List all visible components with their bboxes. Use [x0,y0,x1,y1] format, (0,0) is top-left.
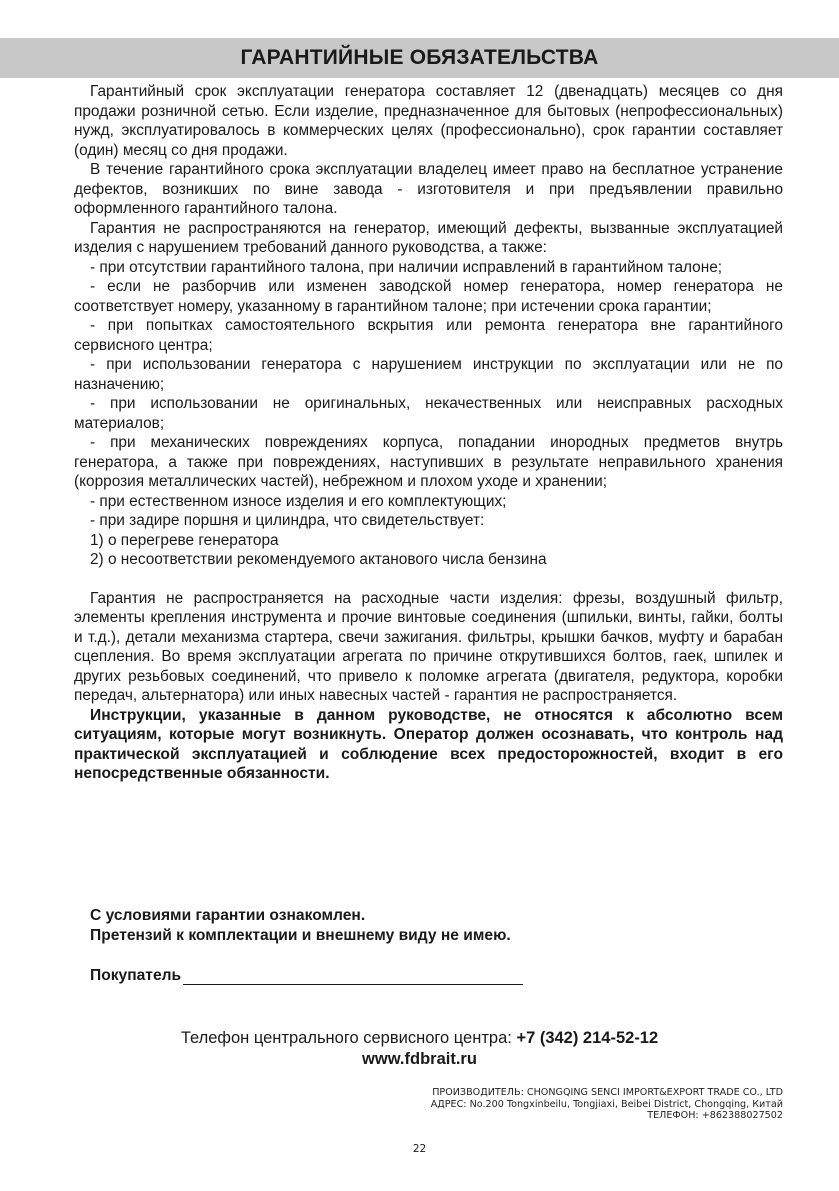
buyer-signature [90,967,523,985]
list-item: - при задире поршня и цилиндра, что свидетельствует: [90,512,485,529]
list-item: - при использовании не оригинальных, некачественных или неисправных расходных материалов; [74,395,783,432]
page-title: ГАРАНТИЙНЫЕ ОБЯЗАТЕЛЬСТВА [240,46,599,69]
spacer [74,570,783,589]
page-number: 22 [412,1143,427,1155]
list-item: - при попытках самостоятельного вскрытия или ремонта генератора вне гарантийного сервисного центра; [74,317,783,354]
service-phone: +7 (342) 214-52-12 [516,1029,659,1047]
list-item: 1) о перегреве генератора [90,531,279,549]
list-item: - если не разборчив или изменен заводской номер генератора, номер генератора не соответствует номеру, указанному в гарантийном талоне; при истечении срока гарантии; [74,278,783,315]
manufacturer-address: АДРЕС: No.200 Tongxinbeilu, Tongjiaxi, Beibei District, Chongqing, Китай [430,1098,783,1110]
warning-paragraph: Инструкции, указанные в данном руководстве, не относятся к абсолютно всем ситуациям, которые могут возникнуть. Оператор должен осознавать, что контроль над практической эксплуатацией и соблюдение всех предосторожностей, входит в его непосредственные обязанности. [74,706,783,782]
paragraph: Гарантийный срок эксплуатации генератора составляет 12 (двенадцать) месяцев со дня продажи розничной сетью. Если изделие, предназначенное для бытовых (непрофессиональных) нужд, эксплуатировалось в коммерческих целях (профессионально), срок гарантии составляет (один) месяц со дня продажи. [74,83,783,159]
service-label: Телефон центрального сервисного центра: [180,1029,517,1047]
title-bar [0,38,839,78]
acknowledgement [90,906,511,946]
list-item: - при использовании генератора с нарушением инструкции по эксплуатации или не по назначению; [74,356,783,393]
paragraph: Гарантия не распространяются на генератор, имеющий дефекты, вызванные эксплуатацией изделия с нарушением требований данного руководства, а также: [74,219,783,256]
paragraph: В течение гарантийного срока эксплуатации владелец имеет право на бесплатное устранение дефектов, возникших по вине завода - изготовителя и при предъявлении правильно оформленного гарантийного талона. [74,161,783,217]
list-item: - при механических повреждениях корпуса, попадании инородных предметов внутрь генератора, а также при повреждениях, наступивших в результате неправильного хранения (коррозия металлических частей), небрежном и плохом уходе и хранении; [74,434,783,490]
manufacturer-info [431,1087,783,1122]
list-item: 2) о несоответствии рекомендуемого актанового числа бензина [90,551,547,568]
list-item: - при отсутствии гарантийного талона, при наличии исправлений в гарантийном талоне; [90,258,723,276]
acknowledgement-line: С условиями гарантии ознакомлен. [90,907,366,924]
service-center [0,1028,839,1070]
warranty-text [74,82,783,784]
signature-line [183,968,523,985]
list-item: - при естественном износе изделия и его комплектующих; [90,492,507,510]
paragraph: Гарантия не распространяется на расходные части изделия: фрезы, воздушный фильтр, элементы крепления инструмента и прочие винтовые соединения (шпильки, винты, гайки, болты и т.д.), детали механизма стартера, свечи зажигания. фильтры, крышки бачков, муфту и барабан сцепления. Во время эксплуатации агрегата по причине открутившихся болтов, гаек, шпилек и других резьбовых соединений, что привело к поломке агрегата (двигателя, редуктора, коробки передач, альтернатора) или иных навесных частей - гарантия не распространяется. [74,589,783,704]
acknowledgement-line: Претензий к комплектации и внешнему виду не имею. [90,927,511,944]
buyer-label: Покупатель [90,967,182,984]
manufacturer-phone: ТЕЛЕФОН: +862388027502 [647,1110,783,1121]
manufacturer-line: ПРОИЗВОДИТЕЛЬ: CHONGQING SENCI IMPORT&EXPORT TRADE CO., LTD [432,1087,783,1098]
website-link[interactable]: www.fdbrait.ru [362,1050,477,1068]
